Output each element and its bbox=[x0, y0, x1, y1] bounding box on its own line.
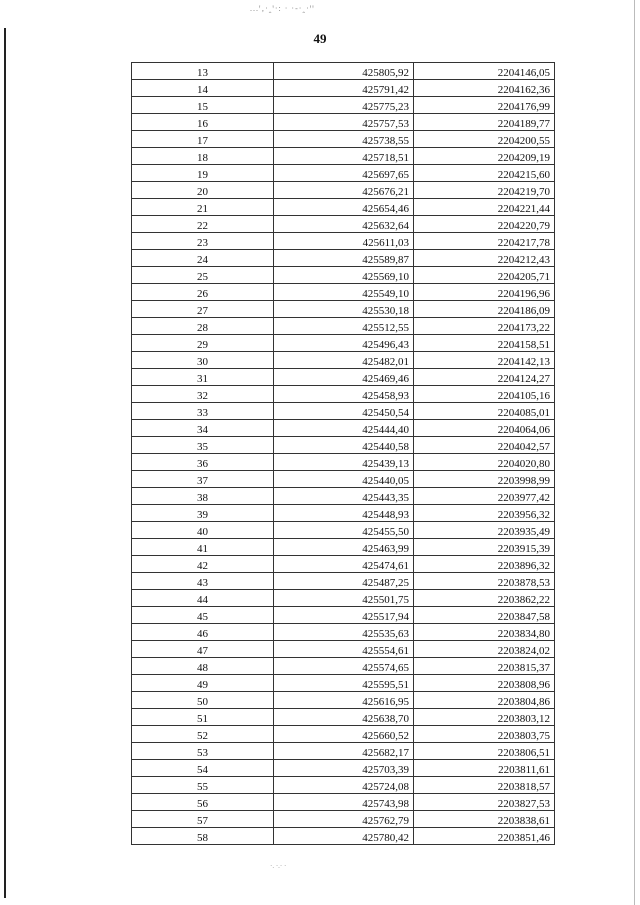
table-row bbox=[132, 454, 555, 471]
point-number-cell: 20 bbox=[132, 182, 274, 199]
point-number-cell: 15 bbox=[132, 97, 274, 114]
table-row bbox=[132, 777, 555, 794]
point-number-cell: 55 bbox=[132, 777, 274, 794]
x-coordinate-cell: 425530,18 bbox=[274, 301, 414, 318]
y-coordinate-cell: 2203803,12 bbox=[414, 709, 555, 726]
table-row bbox=[132, 386, 555, 403]
x-coordinate-cell: 425743,98 bbox=[274, 794, 414, 811]
y-coordinate-cell: 2204064,06 bbox=[414, 420, 555, 437]
x-coordinate-cell: 425482,01 bbox=[274, 352, 414, 369]
y-coordinate-cell: 2204200,55 bbox=[414, 131, 555, 148]
y-coordinate-cell: 2204085,01 bbox=[414, 403, 555, 420]
y-coordinate-cell: 2203803,75 bbox=[414, 726, 555, 743]
table-row bbox=[132, 607, 555, 624]
x-coordinate-cell: 425660,52 bbox=[274, 726, 414, 743]
y-coordinate-cell: 2204209,19 bbox=[414, 148, 555, 165]
y-coordinate-cell: 2204162,36 bbox=[414, 80, 555, 97]
table-row bbox=[132, 658, 555, 675]
y-coordinate-cell: 2204196,96 bbox=[414, 284, 555, 301]
y-coordinate-cell: 2204189,77 bbox=[414, 114, 555, 131]
table-row bbox=[132, 488, 555, 505]
point-number-cell: 32 bbox=[132, 386, 274, 403]
x-coordinate-cell: 425517,94 bbox=[274, 607, 414, 624]
point-number-cell: 46 bbox=[132, 624, 274, 641]
table-row bbox=[132, 63, 555, 80]
table-row bbox=[132, 556, 555, 573]
x-coordinate-cell: 425444,40 bbox=[274, 420, 414, 437]
point-number-cell: 58 bbox=[132, 828, 274, 845]
table-row bbox=[132, 114, 555, 131]
point-number-cell: 14 bbox=[132, 80, 274, 97]
table-row bbox=[132, 182, 555, 199]
table-row bbox=[132, 675, 555, 692]
y-coordinate-cell: 2203935,49 bbox=[414, 522, 555, 539]
x-coordinate-cell: 425616,95 bbox=[274, 692, 414, 709]
y-coordinate-cell: 2203956,32 bbox=[414, 505, 555, 522]
point-number-cell: 36 bbox=[132, 454, 274, 471]
table-row bbox=[132, 522, 555, 539]
x-coordinate-cell: 425805,92 bbox=[274, 63, 414, 80]
point-number-cell: 42 bbox=[132, 556, 274, 573]
point-number-cell: 50 bbox=[132, 692, 274, 709]
y-coordinate-cell: 2204042,57 bbox=[414, 437, 555, 454]
point-number-cell: 25 bbox=[132, 267, 274, 284]
x-coordinate-cell: 425440,05 bbox=[274, 471, 414, 488]
x-coordinate-cell: 425775,23 bbox=[274, 97, 414, 114]
table-row bbox=[132, 641, 555, 658]
point-number-cell: 41 bbox=[132, 539, 274, 556]
table-row bbox=[132, 471, 555, 488]
point-number-cell: 34 bbox=[132, 420, 274, 437]
y-coordinate-cell: 2204124,27 bbox=[414, 369, 555, 386]
scan-noise-top: ...ꞌ‚·ꞈꞌ·: · ·-·ꞈ·ꞌꞌ bbox=[250, 4, 315, 13]
y-coordinate-cell: 2203847,58 bbox=[414, 607, 555, 624]
x-coordinate-cell: 425443,35 bbox=[274, 488, 414, 505]
y-coordinate-cell: 2204212,43 bbox=[414, 250, 555, 267]
table-row bbox=[132, 505, 555, 522]
y-coordinate-cell: 2204105,16 bbox=[414, 386, 555, 403]
point-number-cell: 47 bbox=[132, 641, 274, 658]
coordinates-table-body bbox=[132, 63, 555, 845]
y-coordinate-cell: 2203834,80 bbox=[414, 624, 555, 641]
x-coordinate-cell: 425757,53 bbox=[274, 114, 414, 131]
table-row bbox=[132, 709, 555, 726]
x-coordinate-cell: 425697,65 bbox=[274, 165, 414, 182]
x-coordinate-cell: 425574,65 bbox=[274, 658, 414, 675]
y-coordinate-cell: 2204219,70 bbox=[414, 182, 555, 199]
point-number-cell: 56 bbox=[132, 794, 274, 811]
y-coordinate-cell: 2204205,71 bbox=[414, 267, 555, 284]
x-coordinate-cell: 425762,79 bbox=[274, 811, 414, 828]
table-row bbox=[132, 403, 555, 420]
point-number-cell: 29 bbox=[132, 335, 274, 352]
y-coordinate-cell: 2204186,09 bbox=[414, 301, 555, 318]
table-row bbox=[132, 131, 555, 148]
x-coordinate-cell: 425440,58 bbox=[274, 437, 414, 454]
y-coordinate-cell: 2203878,53 bbox=[414, 573, 555, 590]
coordinates-table bbox=[131, 62, 555, 845]
y-coordinate-cell: 2204146,05 bbox=[414, 63, 555, 80]
x-coordinate-cell: 425654,46 bbox=[274, 199, 414, 216]
x-coordinate-cell: 425535,63 bbox=[274, 624, 414, 641]
x-coordinate-cell: 425474,61 bbox=[274, 556, 414, 573]
x-coordinate-cell: 425638,70 bbox=[274, 709, 414, 726]
point-number-cell: 35 bbox=[132, 437, 274, 454]
point-number-cell: 33 bbox=[132, 403, 274, 420]
table-row bbox=[132, 267, 555, 284]
y-coordinate-cell: 2203808,96 bbox=[414, 675, 555, 692]
x-coordinate-cell: 425501,75 bbox=[274, 590, 414, 607]
y-coordinate-cell: 2204020,80 bbox=[414, 454, 555, 471]
page-right-edge-line bbox=[634, 0, 635, 905]
y-coordinate-cell: 2204176,99 bbox=[414, 97, 555, 114]
x-coordinate-cell: 425780,42 bbox=[274, 828, 414, 845]
x-coordinate-cell: 425569,10 bbox=[274, 267, 414, 284]
y-coordinate-cell: 2203896,32 bbox=[414, 556, 555, 573]
y-coordinate-cell: 2203862,22 bbox=[414, 590, 555, 607]
table-row bbox=[132, 726, 555, 743]
table-row bbox=[132, 165, 555, 182]
point-number-cell: 54 bbox=[132, 760, 274, 777]
table-row bbox=[132, 352, 555, 369]
table-row bbox=[132, 539, 555, 556]
x-coordinate-cell: 425455,50 bbox=[274, 522, 414, 539]
x-coordinate-cell: 425469,46 bbox=[274, 369, 414, 386]
point-number-cell: 26 bbox=[132, 284, 274, 301]
x-coordinate-cell: 425632,64 bbox=[274, 216, 414, 233]
x-coordinate-cell: 425458,93 bbox=[274, 386, 414, 403]
point-number-cell: 28 bbox=[132, 318, 274, 335]
y-coordinate-cell: 2204142,13 bbox=[414, 352, 555, 369]
point-number-cell: 49 bbox=[132, 675, 274, 692]
table-row bbox=[132, 760, 555, 777]
table-row bbox=[132, 216, 555, 233]
point-number-cell: 37 bbox=[132, 471, 274, 488]
point-number-cell: 23 bbox=[132, 233, 274, 250]
y-coordinate-cell: 2204220,79 bbox=[414, 216, 555, 233]
point-number-cell: 53 bbox=[132, 743, 274, 760]
table-row bbox=[132, 743, 555, 760]
point-number-cell: 51 bbox=[132, 709, 274, 726]
x-coordinate-cell: 425554,61 bbox=[274, 641, 414, 658]
point-number-cell: 52 bbox=[132, 726, 274, 743]
point-number-cell: 21 bbox=[132, 199, 274, 216]
point-number-cell: 16 bbox=[132, 114, 274, 131]
point-number-cell: 18 bbox=[132, 148, 274, 165]
table-row bbox=[132, 199, 555, 216]
table-row bbox=[132, 318, 555, 335]
table-row bbox=[132, 692, 555, 709]
table-row bbox=[132, 80, 555, 97]
point-number-cell: 48 bbox=[132, 658, 274, 675]
table-row bbox=[132, 573, 555, 590]
y-coordinate-cell: 2203998,99 bbox=[414, 471, 555, 488]
y-coordinate-cell: 2204173,22 bbox=[414, 318, 555, 335]
y-coordinate-cell: 2203915,39 bbox=[414, 539, 555, 556]
point-number-cell: 30 bbox=[132, 352, 274, 369]
point-number-cell: 17 bbox=[132, 131, 274, 148]
table-row bbox=[132, 420, 555, 437]
y-coordinate-cell: 2203838,61 bbox=[414, 811, 555, 828]
y-coordinate-cell: 2204217,78 bbox=[414, 233, 555, 250]
y-coordinate-cell: 2203827,53 bbox=[414, 794, 555, 811]
table-row bbox=[132, 250, 555, 267]
point-number-cell: 31 bbox=[132, 369, 274, 386]
y-coordinate-cell: 2204215,60 bbox=[414, 165, 555, 182]
y-coordinate-cell: 2203824,02 bbox=[414, 641, 555, 658]
point-number-cell: 45 bbox=[132, 607, 274, 624]
y-coordinate-cell: 2203977,42 bbox=[414, 488, 555, 505]
x-coordinate-cell: 425724,08 bbox=[274, 777, 414, 794]
y-coordinate-cell: 2204221,44 bbox=[414, 199, 555, 216]
x-coordinate-cell: 425595,51 bbox=[274, 675, 414, 692]
x-coordinate-cell: 425487,25 bbox=[274, 573, 414, 590]
table-row bbox=[132, 284, 555, 301]
table-row bbox=[132, 624, 555, 641]
page-number: 49 bbox=[313, 31, 327, 46]
table-row bbox=[132, 233, 555, 250]
x-coordinate-cell: 425496,43 bbox=[274, 335, 414, 352]
table-row bbox=[132, 590, 555, 607]
point-number-cell: 24 bbox=[132, 250, 274, 267]
point-number-cell: 44 bbox=[132, 590, 274, 607]
x-coordinate-cell: 425676,21 bbox=[274, 182, 414, 199]
table-row bbox=[132, 437, 555, 454]
table-row bbox=[132, 335, 555, 352]
x-coordinate-cell: 425439,13 bbox=[274, 454, 414, 471]
x-coordinate-cell: 425549,10 bbox=[274, 284, 414, 301]
point-number-cell: 39 bbox=[132, 505, 274, 522]
y-coordinate-cell: 2203815,37 bbox=[414, 658, 555, 675]
point-number-cell: 57 bbox=[132, 811, 274, 828]
y-coordinate-cell: 2203806,51 bbox=[414, 743, 555, 760]
page-left-edge-line bbox=[4, 28, 6, 898]
table-row bbox=[132, 369, 555, 386]
point-number-cell: 43 bbox=[132, 573, 274, 590]
x-coordinate-cell: 425450,54 bbox=[274, 403, 414, 420]
y-coordinate-cell: 2203818,57 bbox=[414, 777, 555, 794]
point-number-cell: 22 bbox=[132, 216, 274, 233]
x-coordinate-cell: 425463,99 bbox=[274, 539, 414, 556]
y-coordinate-cell: 2203851,46 bbox=[414, 828, 555, 845]
table-row bbox=[132, 148, 555, 165]
table-row bbox=[132, 811, 555, 828]
y-coordinate-cell: 2204158,51 bbox=[414, 335, 555, 352]
point-number-cell: 27 bbox=[132, 301, 274, 318]
point-number-cell: 13 bbox=[132, 63, 274, 80]
point-number-cell: 19 bbox=[132, 165, 274, 182]
table-row bbox=[132, 828, 555, 845]
x-coordinate-cell: 425682,17 bbox=[274, 743, 414, 760]
x-coordinate-cell: 425738,55 bbox=[274, 131, 414, 148]
x-coordinate-cell: 425703,39 bbox=[274, 760, 414, 777]
x-coordinate-cell: 425448,93 bbox=[274, 505, 414, 522]
x-coordinate-cell: 425611,03 bbox=[274, 233, 414, 250]
point-number-cell: 40 bbox=[132, 522, 274, 539]
table-row bbox=[132, 301, 555, 318]
y-coordinate-cell: 2203811,61 bbox=[414, 760, 555, 777]
x-coordinate-cell: 425718,51 bbox=[274, 148, 414, 165]
table-row bbox=[132, 97, 555, 114]
table-row bbox=[132, 794, 555, 811]
scan-noise-bottom: ·. ·.· · bbox=[270, 862, 287, 870]
x-coordinate-cell: 425512,55 bbox=[274, 318, 414, 335]
point-number-cell: 38 bbox=[132, 488, 274, 505]
y-coordinate-cell: 2203804,86 bbox=[414, 692, 555, 709]
x-coordinate-cell: 425589,87 bbox=[274, 250, 414, 267]
x-coordinate-cell: 425791,42 bbox=[274, 80, 414, 97]
